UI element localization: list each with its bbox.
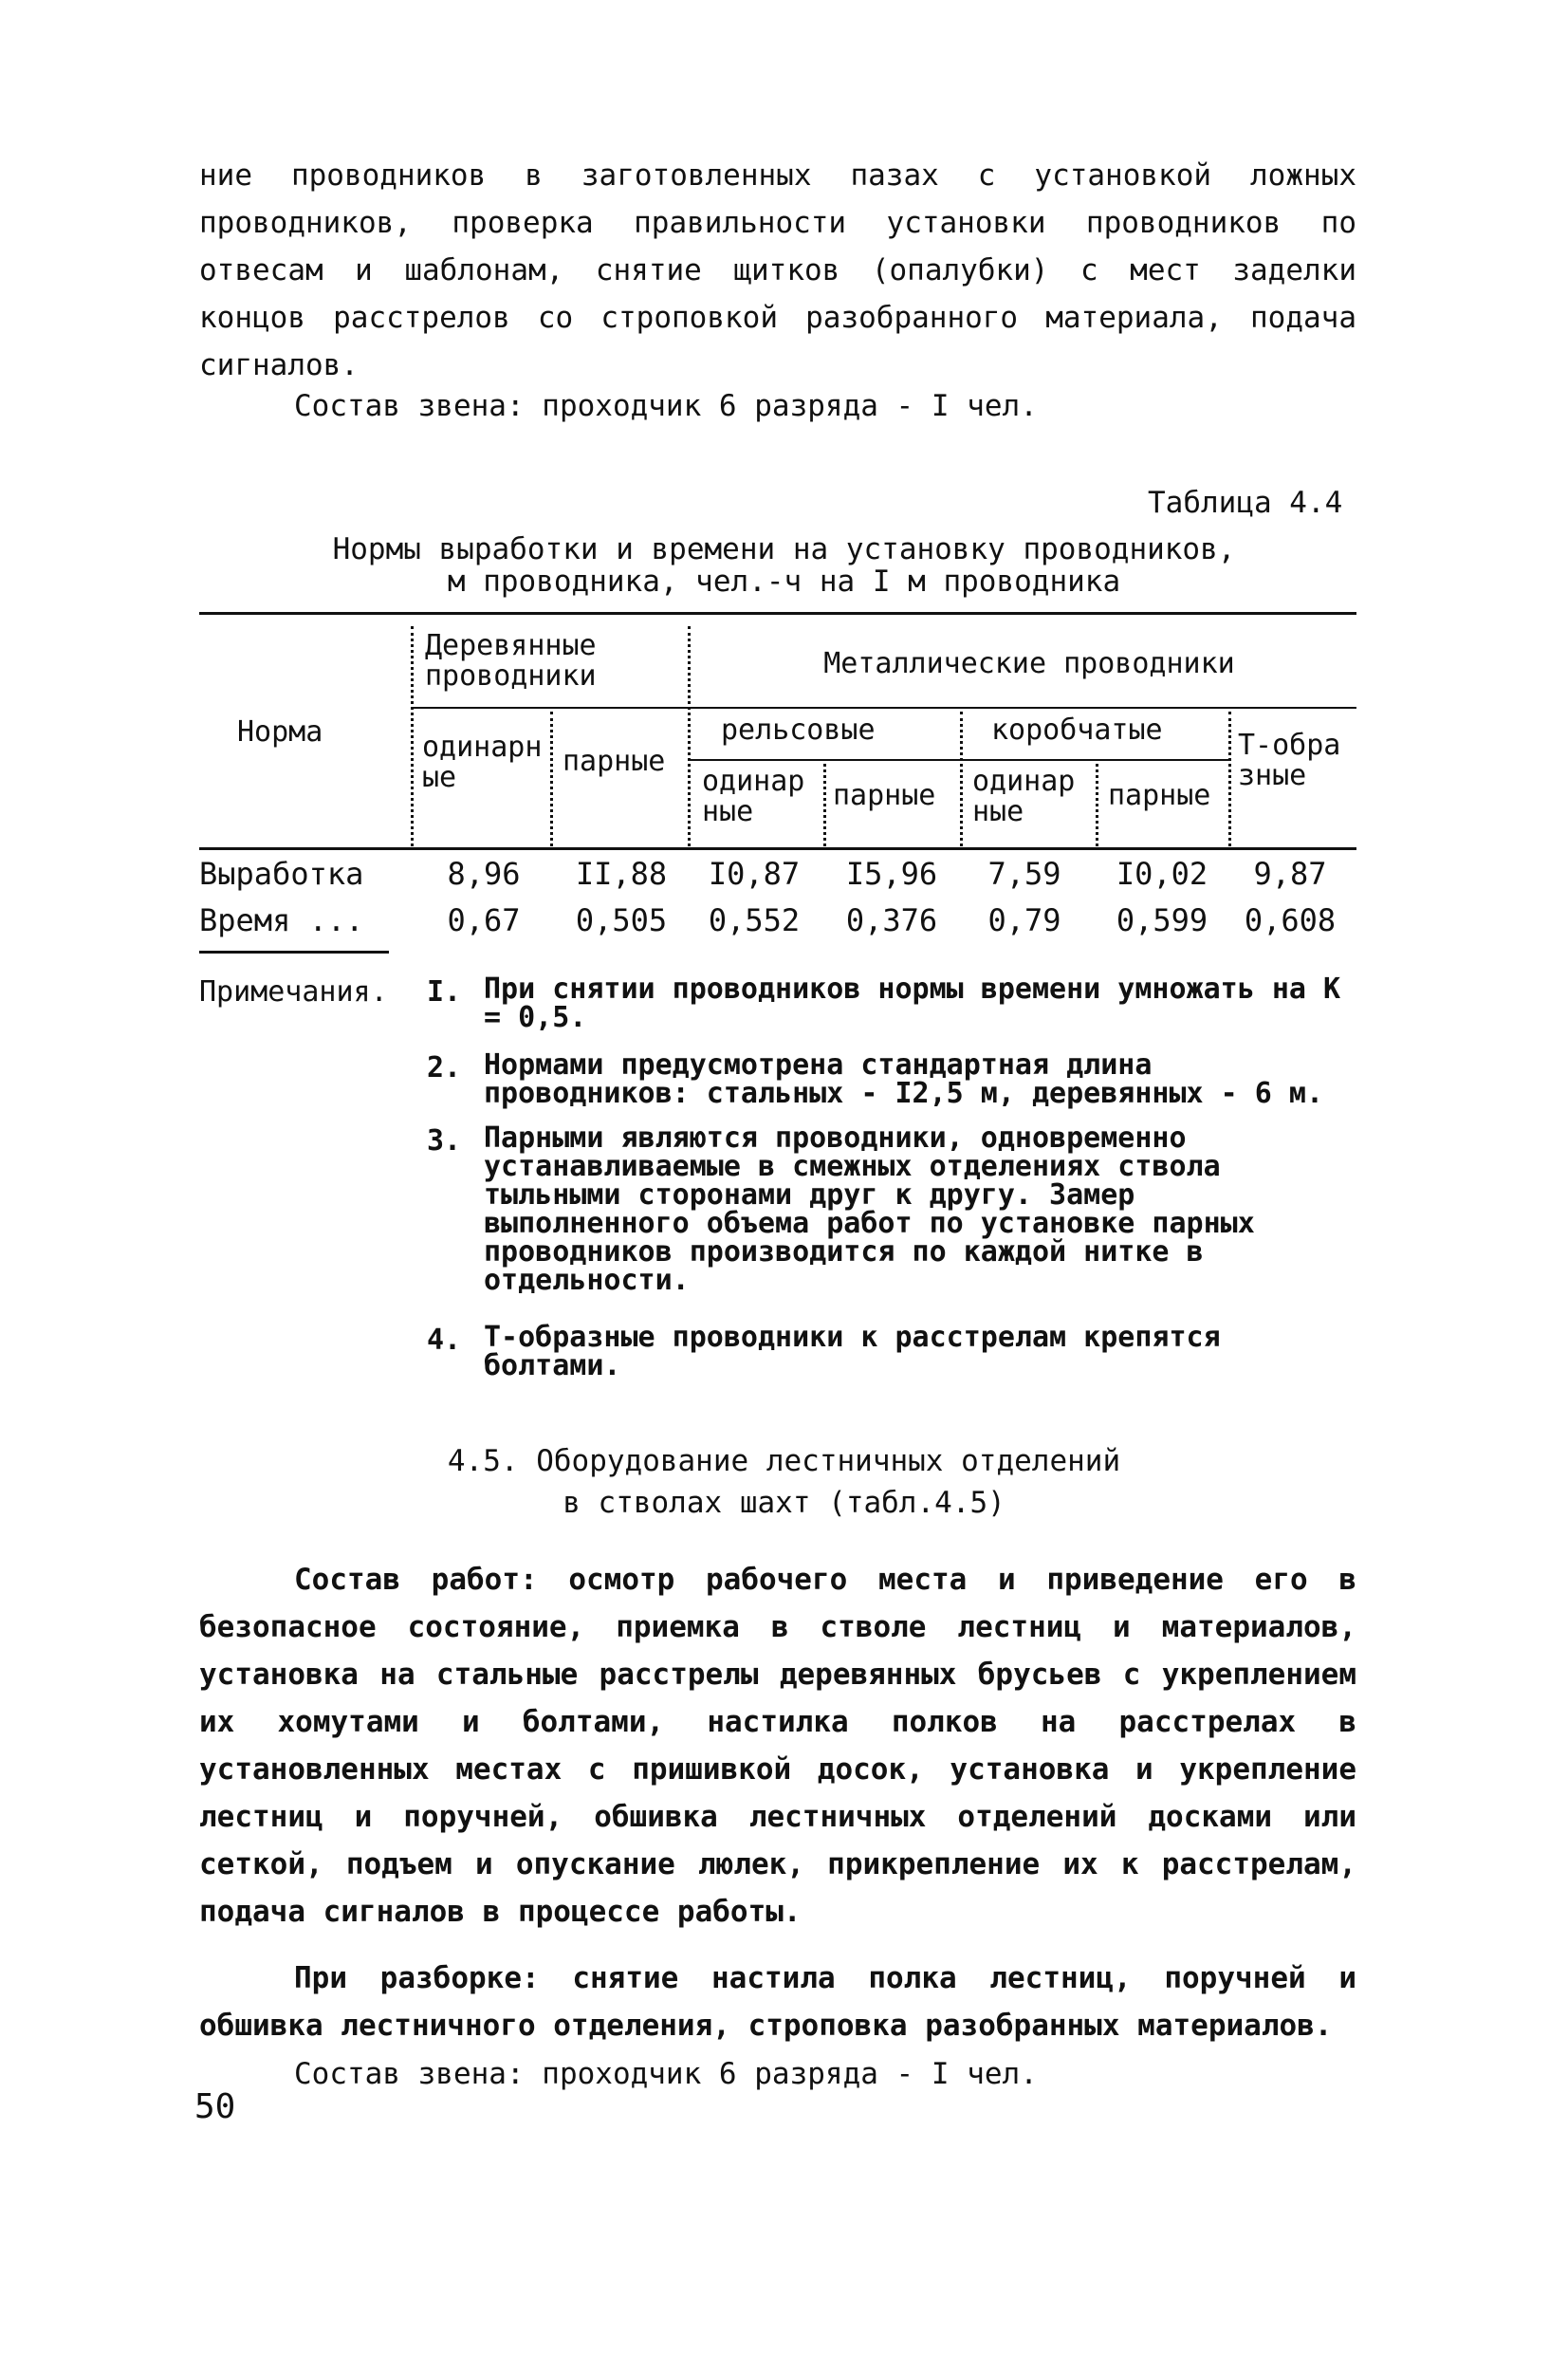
row-label: Выработка [199,856,364,892]
header-wooden-paired: парные [563,745,666,778]
work-composition: Состав работ: осмотр рабочего места и приведение его в безопасное состояние, приемка в стволе лестниц и материалов, установка на стальные расстрелы деревянных брусьев с укреплением их хомутами и болтами, настилка полков на расстрелах в установленных местах с пришивкой досок, установка и укрепление лестниц и поручней, обшивка лестничных отделений досками или сеткой, подъем и опускание люлек, прикрепление их к расстрелам, подача сигналов в процессе работы. [199,1563,1356,1929]
note-text: Нормами предусмотрена стандартная длина проводников: стальных - I2,5 м, деревянных - 6 м. [484,1048,1324,1110]
header-box-single: одинарные [972,765,1076,828]
table-cell: II,88 [575,856,668,892]
note-text: При снятии проводников нормы времени умножать на К = 0,5. [484,973,1341,1034]
header-norm: Норма [237,715,323,749]
header-wooden-single: одинарные [422,731,543,794]
col-divider [688,626,691,846]
table-cell: 9,87 [1253,856,1327,892]
table-number: Таблица 4.4 [1148,486,1343,520]
notes-label: Примечания. [199,975,388,1009]
note-number: 2. [427,1051,462,1084]
header-rule [690,759,1228,761]
intro-paragraph: ние проводников в заготовленных пазах с установкой ложных проводников, проверка правильности установки проводников по отвесам и шаблонам, снятие щитков (опалубки) с мест заделки концов расстрелов со строповкой разобранного материала, подача сигналов. [199,158,1356,382]
header-wooden: Деревянные проводники [425,629,597,693]
dismantling-text: При разборке: снятие настила полка лестниц, поручней и обшивка лестничного отделения, строповка разобранных материалов. [199,1961,1356,2043]
header-t-shaped: Т-образные [1238,729,1341,792]
section-crew: Состав звена: проходчик 6 разряда - I чел. [294,2057,1038,2091]
table-cell: 0,599 [1116,902,1208,938]
table-caption-line1: Нормы выработки и времени на установку проводников, [332,532,1236,566]
col-divider [1228,712,1231,846]
table-cell: 0,79 [987,902,1061,938]
note-number: 3. [427,1124,462,1158]
header-rail-single: одинарные [702,765,805,828]
note-number: 4. [427,1324,462,1357]
col-divider [1096,764,1098,846]
header-rule [413,707,1356,709]
table-cell: 0,376 [845,902,938,938]
table-bottom-rule [199,951,389,954]
table-cell: 7,59 [987,856,1061,892]
table-cell: 0,552 [708,902,801,938]
table-cell: 8,96 [447,856,521,892]
note-text: Т-образные проводники к расстрелам крепятся болтами. [484,1321,1221,1382]
col-divider [823,764,826,846]
table-top-rule [199,612,1356,615]
section-title-line1: 4.5. Оборудование лестничных отделений [447,1444,1121,1478]
intro-crew: Состав звена: проходчик 6 разряда - I чел. [294,389,1038,423]
table-cell: 0,608 [1244,902,1337,938]
col-divider [411,626,414,846]
col-divider [960,712,963,846]
table-cell: 0,67 [447,902,521,938]
section-title-line2: в стволах шахт (табл.4.5) [563,1486,1005,1520]
table-cell: I5,96 [845,856,938,892]
table-cell: I0,02 [1116,856,1208,892]
table-cell: I0,87 [708,856,801,892]
header-box: коробчатые [991,713,1163,747]
col-divider [550,712,553,846]
table-cell: 0,505 [575,902,668,938]
row-label: Время ... [199,902,364,938]
header-bottom-rule [199,847,1356,850]
note-text: Парными являются проводники, одновременно устанавливаемые в смежных отделениях ствола тыльными сторонами друг к другу. Замер выполненного объема работ по установке парных проводников производится по каждой нитке в отдельности. [484,1121,1255,1297]
table-caption-line2: м проводника, чел.-ч на I м проводника [447,565,1121,599]
header-metal: Металлические проводники [823,647,1235,680]
note-number: I. [427,975,462,1009]
header-rail-paired: парные [833,779,936,812]
header-rail: рельсовые [721,713,876,747]
header-box-paired: парные [1108,779,1211,812]
page-number: 50 [194,2087,236,2126]
